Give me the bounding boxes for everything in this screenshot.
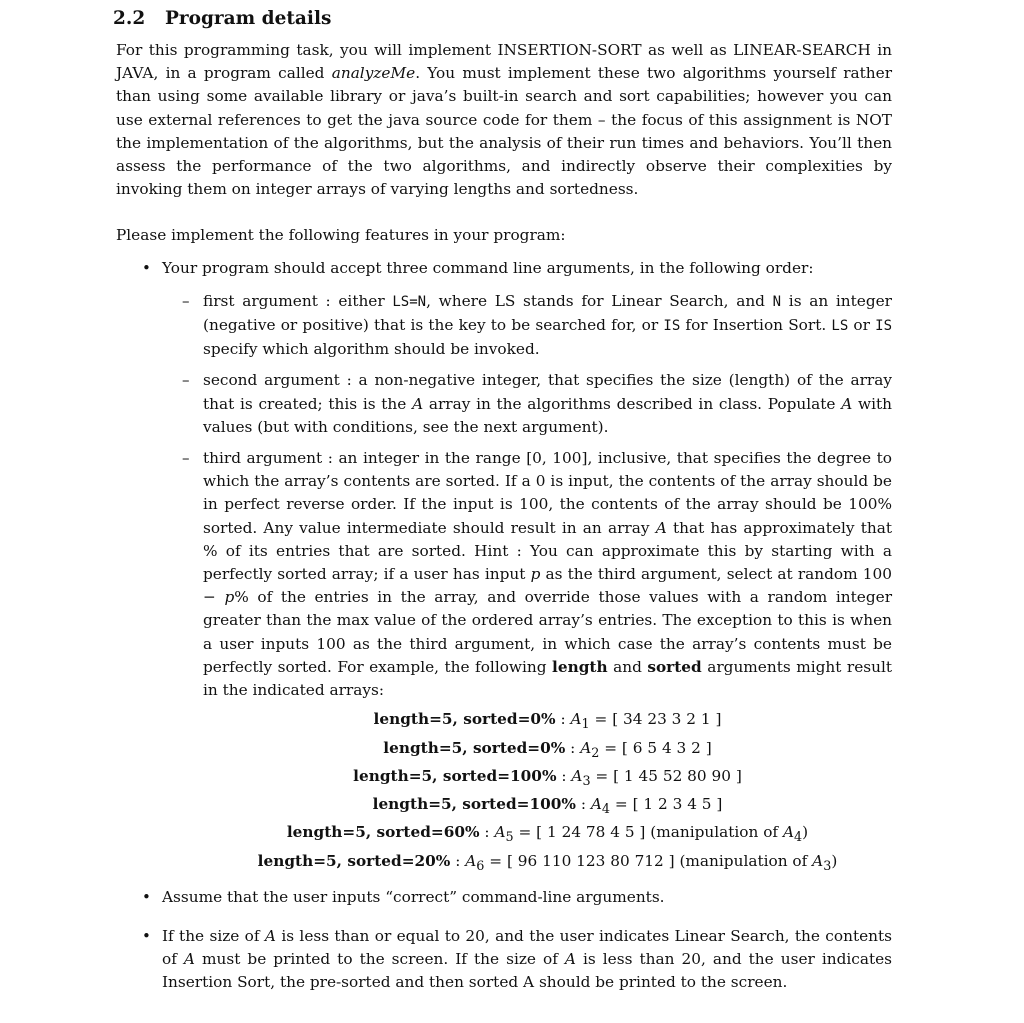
- bullet-icon: •: [142, 926, 151, 945]
- example-row: length=5, sorted=100% : $A_4$ = [ 1 2 3 4 5 ]: [372, 795, 723, 818]
- argument-third: – third argument : an integer in the range [0, 100], inclusive, that specifies the degree to which the array’s contents are sorted. If a 0 is input, the contents of the array should be in perfect reverse order. If the input is 100, the contents of the array should be 100% sorted. Any value intermediate should result in an array A that has approximately that % of its entries that are sorted. Hint : You can approximate this by starting with a perfectly sorted array; if a user has input p as the third argument, select at random 100 − p% of the entries in the array, and override those values with a random integer greater than the max value of the ordered array’s entries. The exception to this is when a user inputs 100 as the third argument, in which case the array’s contents must be perfectly sorted. For example, the following length and sorted arguments might result in the indicated arrays: length=5, sorted=0% : $A_1$ = [ 34 23 3 2 1 ] length=5, sorted=0% : $A_2$ = [ 6 5 4 3 2 ] length=5, sorted=100% : $A_3$ = [ 1 45 52 80 90 ] length=5, sorted=100% : $A_4$ = [ 1 2 3 4 5 ] length=5, sorted=60% : $A_5$ = [ 1 24 78 4 5 ] (manipulation of $A_4$) length=5, sorted=20% : $A_6$ = [ 96 110 123 80 712 ] (manipulation of $A_3$): [162, 447, 892, 878]
- dash-icon: –: [182, 371, 190, 390]
- code-is: IS: [875, 318, 892, 335]
- dash-icon: –: [182, 449, 190, 468]
- example-row: length=5, sorted=0% : $A_2$ = [ 6 5 4 3 2 ]: [383, 738, 712, 761]
- bullet-text: Assume that the user inputs “correct” command-line arguments.: [162, 887, 665, 906]
- feature-list: [116, 257, 892, 995]
- code-ls-n: LS=N: [392, 293, 427, 310]
- bullet-text: Your program should accept three command line arguments, in the following order:: [162, 258, 814, 277]
- bullet-icon: •: [142, 887, 151, 906]
- example-arrays: [203, 708, 892, 878]
- argument-list: [162, 290, 892, 878]
- code-n: N: [772, 293, 782, 310]
- feature-item-arguments: [116, 257, 892, 878]
- example-row: length=5, sorted=0% : $A_1$ = [ 34 23 3 2 1 ]: [373, 710, 722, 733]
- feature-item-correct-args: [116, 886, 892, 909]
- intro-text-1: For this programming task, you will implement INSERTION-SORT as well as LINEAR-SEARCH in JAVA, in a program called: [116, 41, 892, 83]
- argument-first: – first argument : either LS=N, where LS stands for Linear Search, and N is an integer (negative or positive) that is the key to be searched for, or IS for Insertion Sort. LS or IS specify which algorithm should be invoked.: [182, 291, 892, 359]
- bullet-icon: •: [142, 258, 151, 277]
- intro-text-2: . You must implement these two algorithms yourself rather than using some available library or java’s built-in search and sort capabilities; however you can use external references to get the java source code for them – the focus of this assignment is NOT the implementation of the algorithms, but the analysis of their run times and behaviors. You’ll then assess the performance of the two algorithms, and indirectly observe their complexities by invoking them on integer arrays of varying lengths and sortedness.: [116, 64, 893, 199]
- dash-icon: –: [182, 291, 190, 310]
- example-row: length=5, sorted=20% : $A_6$ = [ 96 110 123 80 712 ] (manipulation of $A_3$): [257, 851, 838, 874]
- program-name: analyzeMe: [331, 64, 416, 83]
- bullet-text: If the size of A is less than or equal to 20, and the user indicates Linear Search, the contents of A must be printed to the screen. If the size of A is less than 20, and the user indicates Insertion Sort, the pre-sorted and then sorted A should be printed to the screen.: [162, 926, 893, 992]
- argument-second: – second argument : a non-negative integer, that specifies the size (length) of the array that is created; this is the A array in the algorithms described in class. Populate A with values (but with conditions, see the next argument).: [182, 371, 892, 436]
- section-heading: [113, 8, 892, 29]
- section-title: Program details: [165, 8, 332, 29]
- intro-paragraph: [116, 39, 892, 201]
- example-row: length=5, sorted=100% : $A_3$ = [ 1 45 52 80 90 ]: [353, 766, 742, 789]
- feature-item-printing: [116, 925, 892, 995]
- code-ls: LS: [831, 318, 849, 335]
- features-intro: Please implement the following features in your program:: [116, 226, 566, 245]
- example-row: length=5, sorted=60% : $A_5$ = [ 1 24 78 4 5 ] (manipulation of $A_4$): [286, 823, 809, 846]
- document-page: [113, 8, 893, 995]
- section-number: 2.2: [113, 8, 146, 29]
- code-is: IS: [663, 318, 681, 335]
